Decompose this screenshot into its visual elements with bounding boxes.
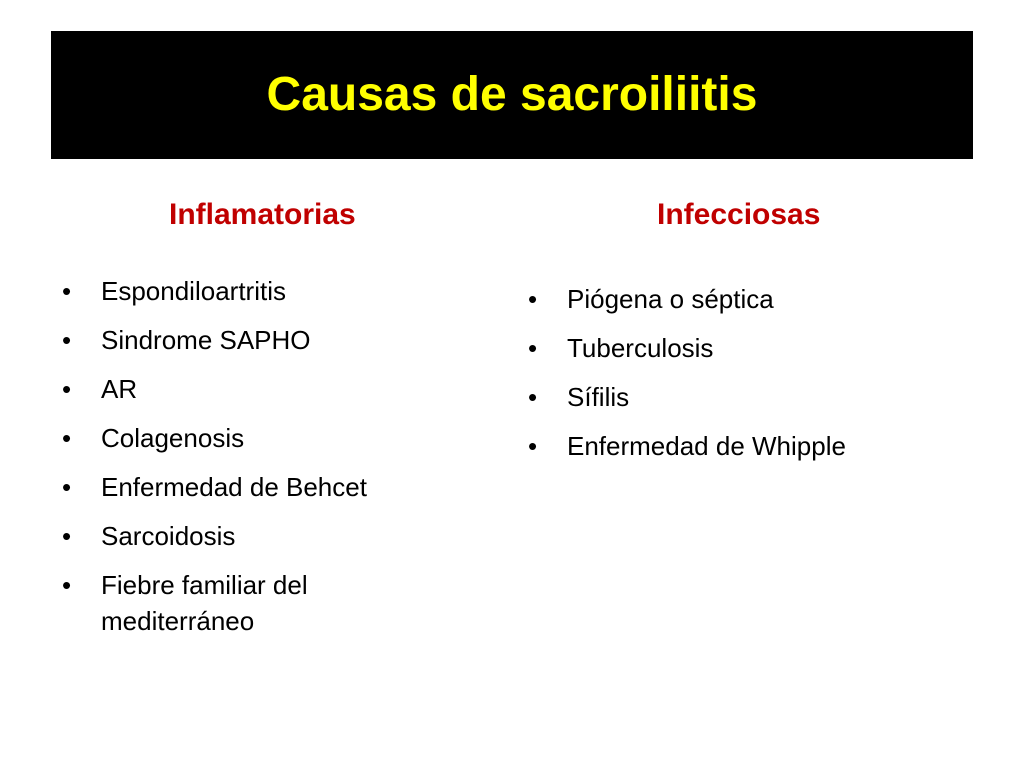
list-item: • Colagenosis bbox=[62, 420, 462, 456]
list-item: • Enfermedad de Whipple bbox=[528, 428, 968, 464]
list-item: • Enfermedad de Behcet bbox=[62, 469, 462, 505]
heading-infecciosas: Infecciosas bbox=[657, 198, 821, 231]
list-item: • Fiebre familiar del mediterráneo bbox=[62, 567, 462, 639]
list-item: • Espondiloartritis bbox=[62, 273, 462, 309]
inflamatorias-list bbox=[62, 273, 462, 652]
infecciosas-list bbox=[528, 281, 968, 477]
list-item: • Sarcoidosis bbox=[62, 518, 462, 554]
list-item: • Sífilis bbox=[528, 379, 968, 415]
list-item: • Piógena o séptica bbox=[528, 281, 968, 317]
slide-title: Causas de sacroiliitis bbox=[266, 68, 758, 121]
list-item: • Tuberculosis bbox=[528, 330, 968, 366]
heading-inflamatorias: Inflamatorias bbox=[169, 198, 356, 231]
title-bar bbox=[51, 31, 973, 159]
list-item: • AR bbox=[62, 371, 462, 407]
list-item: • Sindrome SAPHO bbox=[62, 322, 462, 358]
